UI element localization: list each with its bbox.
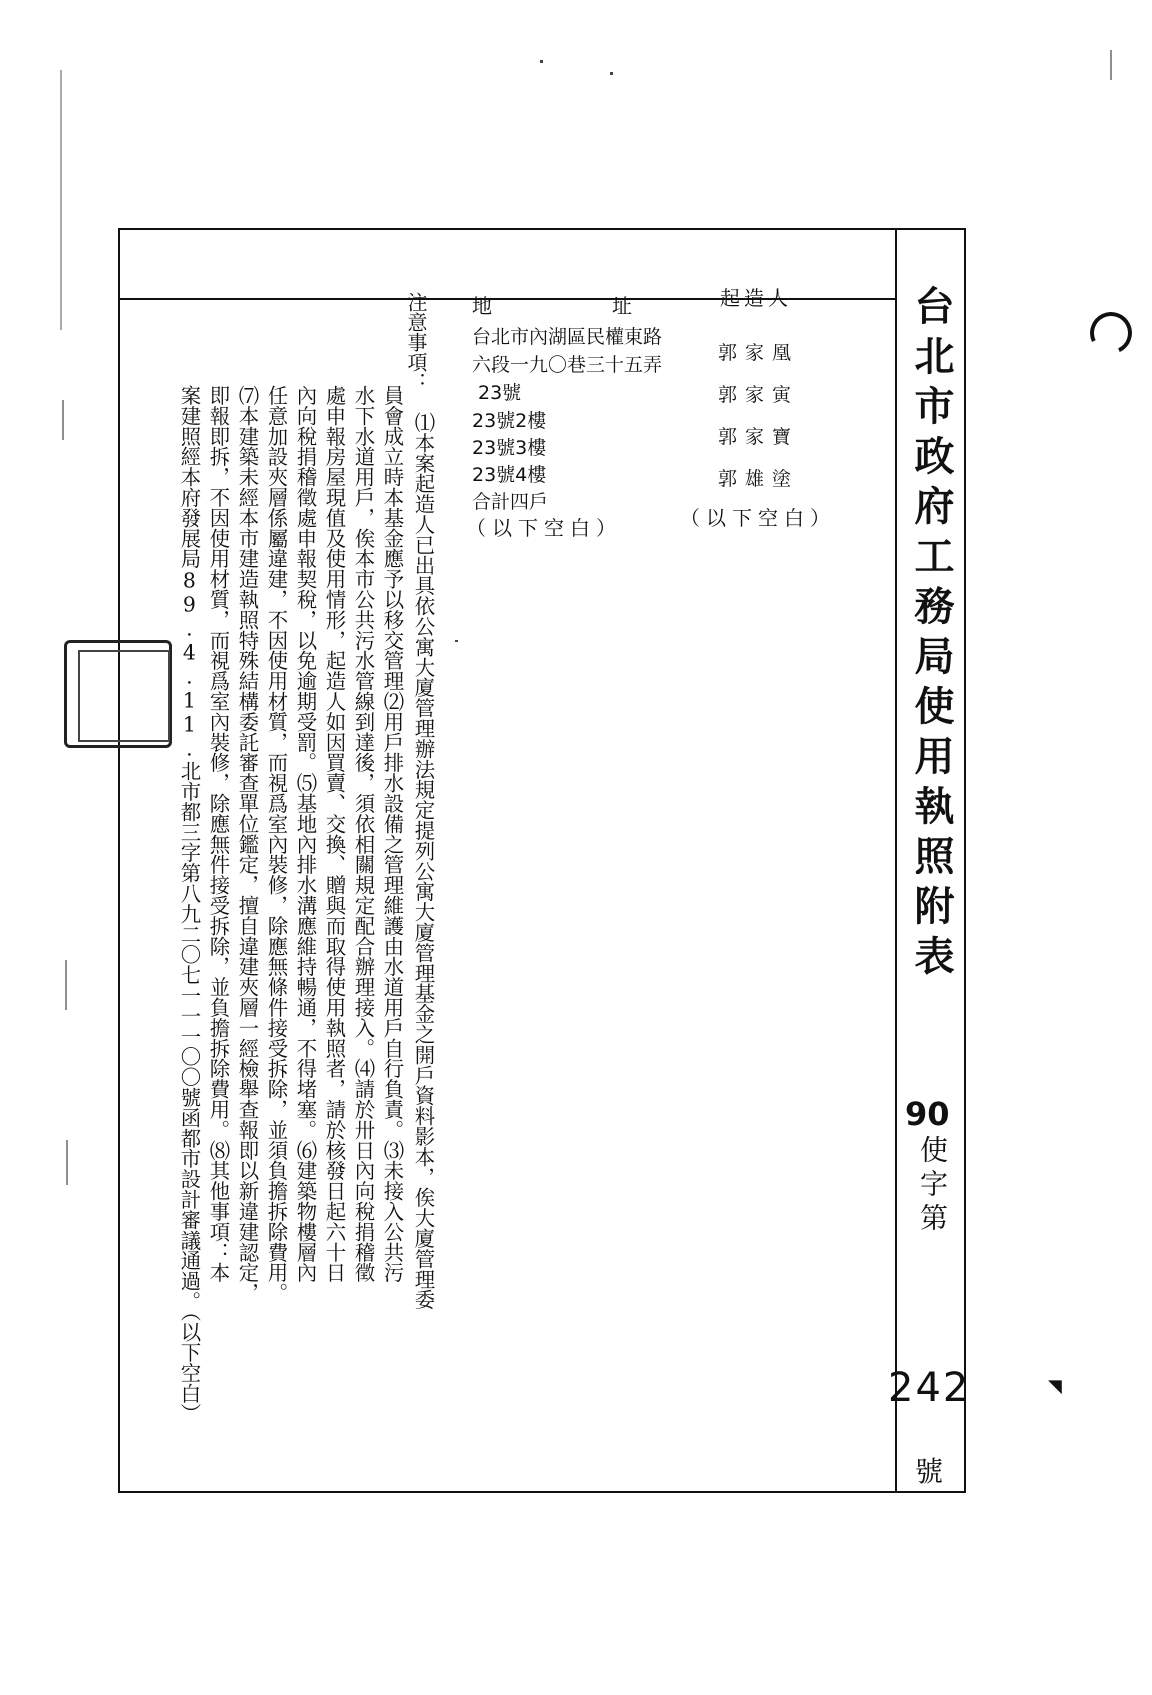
notes-column: 任意加設夾層係屬違建，不因使用材質，而視爲室內裝修，除應無條件接受拆除，並須負擔拆除費用。 (264, 385, 289, 1303)
notes-column: 員會成立時本基金應予以移交管理⑵用戶排水設備之管理維護由水道用戶自行負責。⑶未接入公共污 (380, 385, 405, 1283)
scan-edge-line (62, 400, 64, 440)
notes-column: ⑺本建築未經本市建造執照特殊結構委託審查單位鑑定，擅自違建夾層一經檢舉查報即以新違建認定， (235, 385, 260, 1303)
scan-speck (540, 60, 543, 63)
builder-name: 郭家凰 (718, 342, 800, 364)
license-number-suffix: 號 (915, 1455, 944, 1488)
address-header (472, 290, 632, 319)
scan-edge-line (60, 70, 62, 330)
scan-edge-line (66, 1140, 68, 1185)
address-line: 23號4樓 (472, 464, 547, 486)
license-year: 90 (905, 1095, 950, 1133)
address-header-left: 地 (472, 294, 492, 318)
scan-speck (455, 640, 458, 642)
scan-edge-line (1110, 50, 1112, 80)
notes-column: 水下水道用戶，俟本市公共污水管線到達後，須依相關規定配合辦理接入。⑷請於卅日內向稅捐稽徵 (351, 385, 376, 1283)
builder-name: 郭家寅 (718, 384, 800, 406)
address-end-note: （以下空白） (466, 516, 622, 540)
address-line: 23號2樓 (472, 410, 547, 432)
builder-name: 郭雄塗 (718, 468, 800, 490)
scan-edge-line (65, 960, 67, 1010)
builder-end-note: （以下空白） (680, 506, 836, 530)
scan-speck (610, 72, 613, 75)
scan-speck: ◥ (1048, 1376, 1062, 1397)
address-total: 合計四戶 (472, 491, 549, 513)
address-line: 六段一九〇巷三十五弄 (472, 354, 663, 376)
notes-column: 內向稅捐稽徵處申報契稅，以免逾期受罰。⑸基地內排水溝應維持暢通，不得堵塞。⑹建築物樓層內 (293, 385, 318, 1283)
notes-column: ⑴本案起造人已出具依公寓大廈管理辦法規定提列公寓大廈管理基金之開戶資料影本，俟大廈管理委 (411, 412, 436, 1310)
title-column-divider (895, 228, 897, 1493)
stamp-inner-border (78, 650, 170, 742)
builder-name: 郭家寶 (718, 426, 800, 448)
notes-column: 處申報房屋現值及使用情形，起造人如因買賣、交換、贈與而取得使用執照者，請於核發日起六十日 (322, 385, 347, 1283)
notes-label: 注意事項： (404, 292, 428, 392)
address-line: 23號 (478, 382, 522, 404)
notes-column: 即報即拆，不因使用材質，而視爲室內裝修，除應無件接受拆除，並負擔拆除費用。⑻其他事項：本 (206, 385, 231, 1283)
license-kind: 使字第 (916, 1135, 949, 1237)
builder-header: 起造人 (720, 286, 792, 310)
license-number: 242 (888, 1365, 971, 1411)
address-line: 23號3樓 (472, 437, 547, 459)
address-header-right: 址 (612, 294, 632, 318)
hole-punch-mark (1084, 306, 1138, 360)
document-title: 台北市政府工務局使用執照附表 (908, 285, 955, 985)
address-line: 台北市內湖區民權東路 (472, 326, 663, 348)
notes-column: 案建照經本府發展局89.4.11.北市都三字第八九二〇七一一一〇〇號函都市設計審議通過。（以下空白） (177, 385, 202, 1424)
